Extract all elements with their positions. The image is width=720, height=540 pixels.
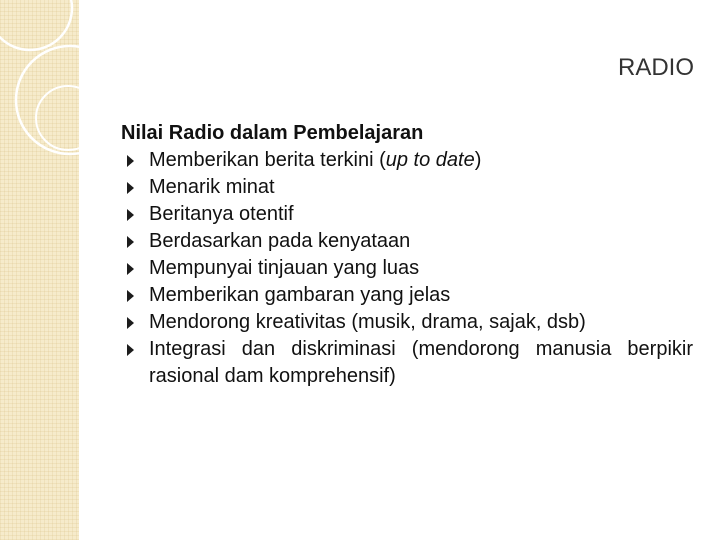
list-item [121,255,693,282]
list-item [121,282,693,309]
list-item-text: Mendorong kreativitas (musik, drama, sajak, dsb) [149,311,586,333]
triangle-right-icon [127,209,134,221]
triangle-right-icon [127,290,134,302]
list-item-text: Beritanya otentif [149,203,294,225]
triangle-right-icon [127,155,134,167]
triangle-right-icon [127,263,134,275]
decorative-side-strip [0,0,79,540]
list-item-text: Integrasi dan diskriminasi (mendorong manusia berpikir rasional dam komprehensif) [149,338,693,387]
list-item [121,201,693,228]
list-item [121,147,693,174]
list-item-text: Menarik minat [149,176,275,198]
bullet-list [121,147,693,390]
list-item-emphasis: up to date [385,149,475,171]
list-item [121,336,693,390]
triangle-right-icon [127,182,134,194]
list-item [121,309,693,336]
triangle-right-icon [127,236,134,248]
list-item [121,228,693,255]
list-item-text: Memberikan gambaran yang jelas [149,284,451,306]
list-item-text: Memberikan berita terkini (up to date) [149,149,482,171]
section-heading: Nilai Radio dalam Pembelajaran [121,122,424,144]
list-item [121,174,693,201]
slide-title: RADIO [617,54,694,81]
triangle-right-icon [127,317,134,329]
list-item-text: Berdasarkan pada kenyataan [149,230,411,252]
slide-content [121,120,693,390]
list-item-text: Mempunyai tinjauan yang luas [149,257,420,279]
triangle-right-icon [127,344,134,356]
decorative-rings [0,0,79,540]
